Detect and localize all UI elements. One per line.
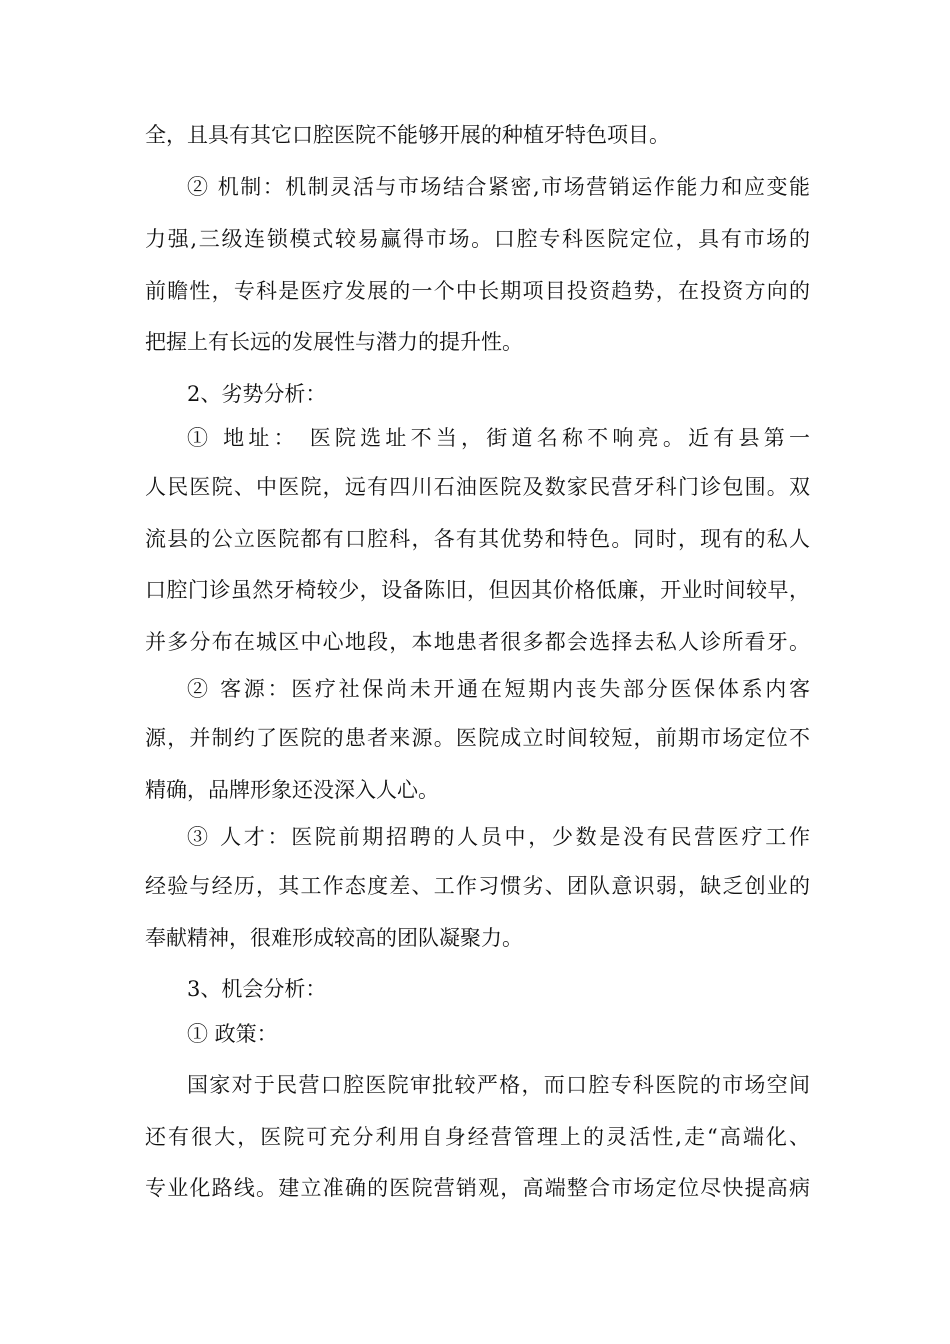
text-line: 奉献精神，很难形成较高的团队凝聚力。 — [145, 926, 523, 950]
text-line: ① 政策： — [187, 1022, 278, 1046]
section-heading: 3、机会分析： — [187, 977, 327, 1001]
text-line: ② 机制：机制灵活与市场结合紧密,市场营销运作能力和应变能 — [187, 175, 810, 199]
text-line: 流县的公立医院都有口腔科，各有其优势和特色。同时，现有的私人 — [145, 527, 810, 551]
text-line: 全，且具有其它口腔医院不能够开展的种植牙特色项目。 — [145, 123, 670, 147]
text-line: ② 客源：医疗社保尚未开通在短期内丧失部分医保体系内客 — [187, 677, 810, 701]
text-line: ① 地址： 医院选址不当，街道名称不响亮。近有县第一 — [187, 426, 810, 450]
section-heading: 2、劣势分析： — [187, 382, 327, 406]
text-line: 力强,三级连锁模式较易赢得市场。口腔专科医院定位，具有市场的 — [145, 227, 810, 251]
text-line: 前瞻性，专科是医疗发展的一个中长期项目投资趋势，在投资方向的 — [145, 279, 810, 303]
text-line: 把握上有长远的发展性与潜力的提升性。 — [145, 330, 523, 354]
text-line: 还有很大，医院可充分利用自身经营管理上的灵活性,走“高端化、 — [145, 1125, 810, 1149]
text-line: 经验与经历，其工作态度差、工作习惯劣、团队意识弱，缺乏创业的 — [145, 874, 810, 898]
text-line: 口腔门诊虽然牙椅较少，设备陈旧，但因其价格低廉，开业时间较早， — [145, 578, 810, 602]
text-line: ③ 人才：医院前期招聘的人员中，少数是没有民营医疗工作 — [187, 825, 810, 849]
text-line: 专业化路线。建立准确的医院营销观，高端整合市场定位尽快提高病 — [145, 1176, 810, 1200]
text-line: 精确，品牌形象还没深入人心。 — [145, 778, 439, 802]
text-line: 人民医院、中医院，远有四川石油医院及数家民营牙科门诊包围。双 — [145, 475, 810, 499]
text-line: 源，并制约了医院的患者来源。医院成立时间较短，前期市场定位不 — [145, 726, 810, 750]
text-line: 国家对于民营口腔医院审批较严格，而口腔专科医院的市场空间 — [187, 1073, 810, 1097]
text-line: 并多分布在城区中心地段，本地患者很多都会选择去私人诊所看牙。 — [145, 630, 810, 654]
